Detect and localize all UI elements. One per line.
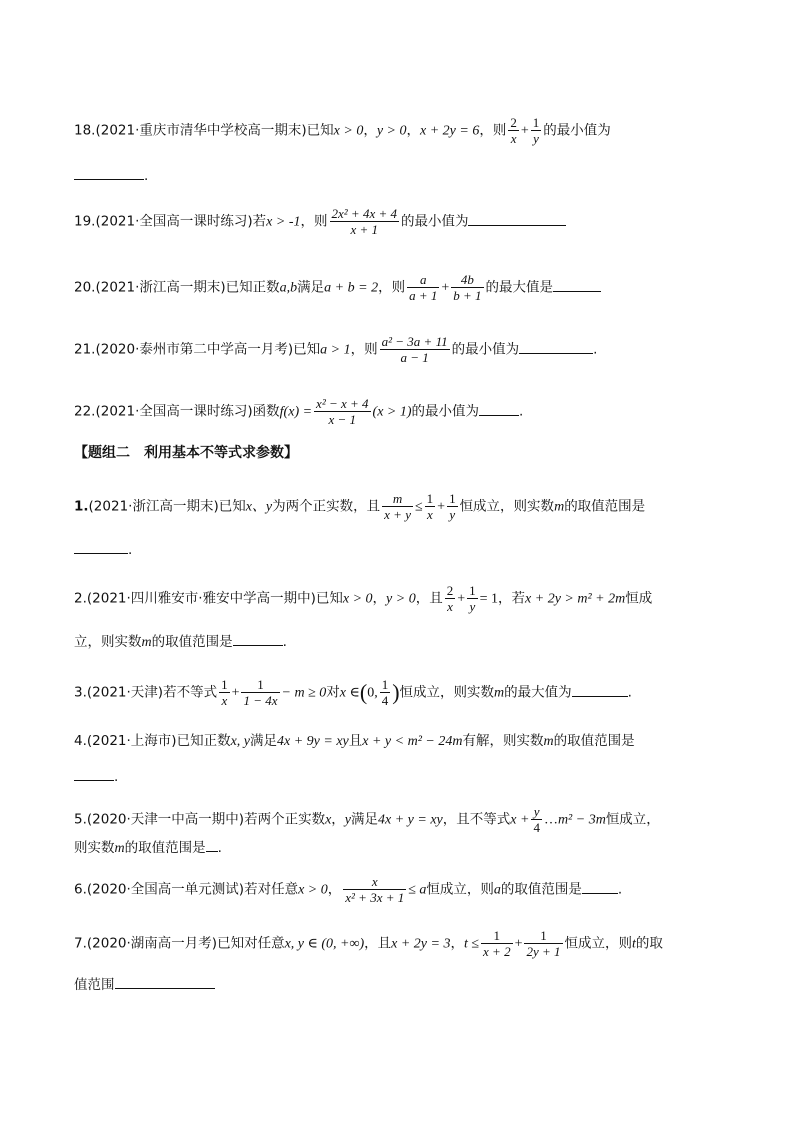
fraction: $\frac{y}{4}$ xyxy=(533,804,540,835)
answer-blank xyxy=(582,881,618,894)
problem-21: 21.(2020·泰州市第二中学高一月考)已知a > 1，则 $\frac{\text{a² − 3a + 11}}{a - 1}$ 的最小值为 . xyxy=(74,334,598,365)
problem-19: 19.(2021·全国高一课时练习)若x > -1，则 $\frac{\text{2x² + 4x + 4}}{x + 1}$ 的最小值为 xyxy=(74,206,566,237)
problem-number: 18. xyxy=(74,122,96,139)
fraction: $\frac{2}{x}$ xyxy=(510,115,517,146)
fraction: $\frac{a}{a + 1}$ xyxy=(409,272,438,303)
answer-blank xyxy=(572,684,628,697)
fraction: $\frac{1}{x}$ xyxy=(221,677,228,708)
problem-source: (2021·全国高一课时练习) xyxy=(95,213,253,230)
section-heading: 【题组二 利用基本不等式求参数】 xyxy=(74,445,298,461)
answer-blank xyxy=(468,213,566,226)
fraction: $\frac{1}{x + 2}$ xyxy=(483,928,511,959)
fraction: $\frac{x}{\text{x² + 3x + 1}}$ xyxy=(345,874,405,905)
answer-blank xyxy=(206,839,218,852)
problem-g2-4-answer: . xyxy=(74,767,118,787)
problem-g2-5-cont: 则实数m的取值范围是 . xyxy=(74,840,222,856)
problem-g2-3: 3.(2021·天津)若不等式 $\frac{1}{x}$ + $\frac{1}{1 - 4x}$ − m ≥ 0对x ∈(0, $\frac{1}{4}$ )恒成立，则实数m的最大值为 . xyxy=(74,677,632,708)
fraction: $\frac{\text{2x² + 4x + 4}}{x + 1}$ xyxy=(331,206,397,237)
fraction: $\frac{1}{4}$ xyxy=(381,677,389,708)
answer-blank xyxy=(74,768,114,781)
problem-g2-4: 4.(2021·上海市)已知正数x, y满足4x + 9y = xy且x + y < m² − 24m有解，则实数m的取值范围是 xyxy=(74,733,635,749)
fraction: $\frac{1}{y}$ xyxy=(449,491,456,522)
fraction: $\frac{1}{x}$ xyxy=(426,491,434,522)
fraction: $\frac{1}{1 - 4x}$ xyxy=(243,677,278,708)
problem-source: (2020·全国高一单元测试) xyxy=(86,881,245,898)
problem-g2-2-cont: 立，则实数m的取值范围是 . xyxy=(74,634,287,650)
fraction: $\frac{1}{2y + 1}$ xyxy=(526,928,561,959)
problem-g2-2: 2.(2021·四川雅安市·雅安中学高一期中)已知x > 0，y > 0，且 $\frac{2}{x}$ + $\frac{1}{y}$ = 1，若x + 2y > m² + 2m恒成 xyxy=(74,583,653,614)
fraction: $\frac{m}{x + y}$ xyxy=(384,491,411,522)
answer-blank xyxy=(233,633,283,646)
problem-source: (2021·天津) xyxy=(86,684,164,701)
problem-g2-7-cont: 值范围 xyxy=(74,975,215,995)
problem-source: (2021·上海市) xyxy=(86,733,177,749)
answer-blank xyxy=(479,403,519,416)
fraction: $\frac{4b}{b + 1}$ xyxy=(453,272,482,303)
fraction: $\frac{\text{a² − 3a + 11}}{a - 1}$ xyxy=(381,334,448,365)
answer-blank xyxy=(115,976,215,989)
problem-20: 20.(2021·浙江高一期末)已知正数a,b满足a + b = 2，则 $\frac{a}{a + 1}$ + $\frac{4b}{b + 1}$ 的最大值是 xyxy=(74,272,601,303)
problem-source: (2021·全国高一课时练习) xyxy=(95,403,253,420)
fraction: $\frac{2}{x}$ xyxy=(446,583,454,614)
answer-blank xyxy=(519,341,593,354)
fraction: $\frac{\text{x² − x + 4}}{x - 1}$ xyxy=(316,396,369,427)
problem-source: (2021·四川雅安市·雅安中学高一期中) xyxy=(86,590,316,607)
fraction: $\frac{1}{y}$ xyxy=(532,115,540,146)
answer-blank xyxy=(74,541,128,554)
problem-22: 22.(2021·全国高一课时练习)函数f(x) = $\frac{\text{x² − x + 4}}{x - 1}$ (x > 1)的最小值为 . xyxy=(74,396,524,427)
problem-source: (2020·天津一中高一期中) xyxy=(86,811,245,828)
problem-source: (2020·泰州市第二中学高一月考) xyxy=(95,341,294,358)
problem-source: (2020·湖南高一月考) xyxy=(86,935,218,952)
problem-18-answer: . xyxy=(74,166,148,186)
problem-source: (2021·浙江高一期末) xyxy=(88,498,219,515)
fraction: $\frac{1}{y}$ xyxy=(469,583,476,614)
answer-blank xyxy=(553,279,601,292)
problem-source: (2021·重庆市清华中学校高一期末) xyxy=(95,122,307,139)
problem-g2-5: 5.(2020·天津一中高一期中)若两个正实数x，y满足4x + y = xy，且不等式x + $\frac{y}{4}$ …m² − 3m恒成立， xyxy=(74,804,660,835)
problem-18: 18.(2021·重庆市清华中学校高一期末)已知x > 0，y > 0，x + 2y = 6，则 $\frac{2}{x}$ + $\frac{1}{y}$ 的最小值为 xyxy=(74,115,611,146)
problem-g2-1-answer: . xyxy=(74,540,132,560)
problem-g2-7: 7.(2020·湖南高一月考)已知对任意x, y ∈ (0, +∞)，且x + 2y = 3，t ≤ $\frac{1}{x + 2}$ + $\frac{1}{2y + 1}$ 恒成立，则t的取 xyxy=(74,928,663,959)
problem-source: (2021·浙江高一期末) xyxy=(95,279,226,296)
problem-g2-1: 1.(2021·浙江高一期末)已知x、y为两个正实数，且 $\frac{m}{x + y}$ ≤ $\frac{1}{x}$ + $\frac{1}{y}$ 恒成立，则实数m的取值范围是 xyxy=(74,491,646,522)
answer-blank xyxy=(74,167,144,180)
problem-g2-6: 6.(2020·全国高一单元测试)若对任意x > 0， $\frac{x}{\text{x² + 3x + 1}}$ ≤ a恒成立，则a的取值范围是 . xyxy=(74,874,623,905)
